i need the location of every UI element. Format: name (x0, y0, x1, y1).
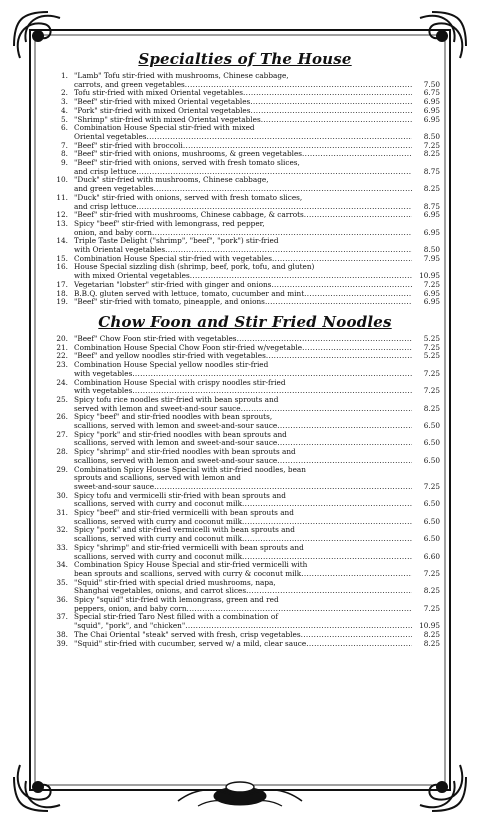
item-price: 8.25 (423, 638, 440, 648)
description-text: "Beef" stir-fried with onions, served with fresh tomato slices, (74, 158, 300, 168)
menu-item (50, 509, 440, 526)
description-text: Spicy "pork" and stir-fried noodles with bean sprouts and (74, 429, 287, 439)
dot-leader (302, 344, 412, 353)
item-price: 7.95 (423, 253, 440, 263)
menu-item (50, 640, 440, 649)
dot-leader (301, 570, 412, 579)
description-text: The Chai Oriental "steak" served with fresh, crisp vegetables (74, 629, 301, 639)
item-price: 8.50 (423, 131, 440, 141)
description-text: Spicy "pork" and stir-fried vermicelli with bean sprouts and (74, 525, 295, 535)
description-text: Combination House Special stir-fried with mixed (74, 123, 255, 133)
description-text: Combination House Special with crispy noodles stir-fried (74, 377, 286, 387)
description-text: "Beef" stir-fried with mushrooms, Chinese cabbage, & carrots (74, 210, 304, 220)
menu-item (50, 220, 440, 237)
description-text: Triple Taste Delight ("shrimp", "beef", "pork") stir-fried (74, 236, 279, 246)
menu-item (50, 298, 440, 307)
item-number: 30. (56, 490, 68, 500)
description-text: Combination House Special yellow noodles stir-fried (74, 360, 269, 370)
item-price: 7.25 (423, 140, 440, 150)
item-number: 18. (56, 288, 68, 298)
description-text: scallions, served with curry and coconut milk (74, 516, 243, 526)
menu-item (50, 396, 440, 413)
description-text: with mixed Oriental vegetables (74, 271, 190, 281)
item-number: 17. (56, 279, 68, 289)
menu-item (50, 72, 440, 89)
description-text: scallions, served with curry and coconut milk (74, 499, 243, 509)
item-number: 3. (61, 97, 68, 107)
item-number: 33. (56, 542, 68, 552)
item-price: 5.25 (423, 351, 440, 361)
item-number: 38. (56, 629, 68, 639)
item-number: 15. (56, 253, 68, 263)
item-price: 6.95 (423, 288, 440, 298)
item-price: 8.25 (423, 149, 440, 159)
item-description (74, 492, 412, 509)
item-price: 6.50 (423, 438, 440, 448)
menu-item (50, 466, 440, 492)
description-text: "Beef" Chow Foon stir-fried with vegetables (74, 333, 237, 343)
dot-leader (261, 116, 412, 125)
menu-item (50, 492, 440, 509)
item-description (74, 431, 412, 448)
item-number: 32. (56, 525, 68, 535)
dot-leader (306, 640, 412, 649)
menu-item (50, 596, 440, 613)
description-text: onion, and baby corn (74, 227, 152, 237)
item-number: 12. (56, 210, 68, 220)
dot-leader (301, 631, 412, 640)
item-number: 6. (61, 123, 68, 133)
flower-ornament-bottom-icon (178, 782, 302, 806)
item-number: 25. (56, 394, 68, 404)
description-text: served with lemon and sweet-and-sour sauce (74, 403, 241, 413)
dot-leader (265, 298, 412, 307)
item-description (74, 466, 412, 492)
description-text: "Lamb" Tofu stir-fried with mushrooms, Chinese cabbage, (74, 71, 289, 80)
description-text: Spicy tofu rice noodles stir-fried with bean sprouts and (74, 394, 279, 404)
description-text: Vegetarian "lobster" stir-fried with ginger and onions (74, 279, 272, 289)
description-text: "Beef" stir-fried with broccoli (74, 140, 183, 150)
description-text: carrots, and green vegetables (74, 79, 185, 89)
item-description (74, 613, 412, 630)
item-description (74, 361, 412, 378)
menu-content (50, 48, 440, 648)
description-line (74, 298, 412, 307)
item-description (74, 124, 412, 141)
item-price: 10.95 (419, 621, 440, 631)
item-price: 7.25 (423, 342, 440, 352)
item-number: 20. (56, 333, 68, 343)
description-text: Spicy "shrimp" and stir-fried vermicelli with bean sprouts and (74, 542, 304, 552)
dot-leader (251, 107, 413, 116)
item-number: 21. (56, 342, 68, 352)
item-price: 8.25 (423, 586, 440, 596)
item-description (74, 379, 412, 396)
menu-item (50, 613, 440, 630)
item-number: 11. (56, 192, 68, 202)
item-price: 6.50 (423, 534, 440, 544)
item-number: 19. (56, 297, 68, 307)
corner-flourish-bottom-right-icon (420, 765, 466, 811)
corner-flourish-bottom-left-icon (14, 765, 60, 811)
description-text: and green vegetables (74, 184, 154, 194)
item-number: 31. (56, 508, 68, 518)
item-price: 8.75 (423, 166, 440, 176)
description-line (74, 640, 412, 649)
item-price: 7.25 (423, 481, 440, 491)
description-text: peppers, onion, and baby corn (74, 603, 187, 613)
item-description (74, 72, 412, 89)
item-number: 8. (61, 149, 68, 159)
description-text: scallions, served with curry and coconut milk (74, 551, 243, 561)
menu-item (50, 237, 440, 254)
item-description (74, 579, 412, 596)
item-number: 28. (56, 447, 68, 457)
item-price: 6.60 (423, 551, 440, 561)
menu-item (50, 431, 440, 448)
description-text: "Duck" stir-fried with onions, served with fresh tomato slices, (74, 192, 303, 202)
item-description (74, 176, 412, 193)
description-text: and crisp lettuce (74, 166, 137, 176)
menu-item (50, 413, 440, 430)
description-text: scallions, served with lemon and sweet-and-sour sauce (74, 455, 278, 465)
dot-leader (304, 290, 412, 299)
item-number: 36. (56, 595, 68, 605)
item-number: 5. (61, 114, 68, 124)
item-description (74, 509, 412, 526)
item-description (74, 596, 412, 613)
item-price: 5.25 (423, 333, 440, 343)
menu-item (50, 579, 440, 596)
item-price: 7.25 (423, 603, 440, 613)
description-text: Spicy tofu and vermicelli stir-fried with bean sprouts and (74, 490, 286, 500)
item-price: 7.25 (423, 368, 440, 378)
description-text: Oriental vegetables (74, 131, 147, 141)
description-text: Spicy "beef" and stir-fried noodles with bean sprouts, (74, 412, 273, 422)
item-description (74, 263, 412, 280)
item-number: 2. (61, 88, 68, 98)
item-price: 6.50 (423, 499, 440, 509)
description-text: "Shrimp" stir-fried with mixed Oriental vegetables (74, 114, 261, 124)
description-text: "Beef" stir-fried with tomato, pineapple, and onions (74, 297, 265, 307)
dot-leader (250, 98, 412, 107)
menu-item (50, 361, 440, 378)
item-number: 37. (56, 612, 68, 622)
item-price: 6.95 (423, 227, 440, 237)
description-text: "Squid" stir-fried with special dried mushrooms, napa, (74, 577, 276, 587)
item-price: 6.50 (423, 516, 440, 526)
item-number: 14. (56, 236, 68, 246)
description-text: Combination House Special stir-fried with vegetables (74, 253, 272, 263)
description-text: with vegetables (74, 386, 133, 396)
dot-leader (277, 439, 412, 448)
item-price: 6.95 (423, 105, 440, 115)
dot-leader (266, 352, 412, 361)
menu-item (50, 526, 440, 543)
item-number: 22. (56, 351, 68, 361)
dot-leader (147, 133, 412, 142)
description-text: House Special sizzling dish (shrimp, beef, pork, tofu, and gluten) (74, 262, 315, 272)
dot-leader (243, 89, 412, 98)
section-specialties (50, 50, 440, 307)
description-text: Spicy "beef" and stir-fried vermicelli with bean sprouts and (74, 508, 294, 518)
description-text: Combination House Special Chow Foon stir-fried w/vegetable (74, 342, 303, 352)
item-price: 7.50 (423, 79, 440, 89)
item-description (74, 298, 412, 307)
item-description (74, 544, 412, 561)
menu-items-list (50, 72, 440, 307)
item-price: 6.95 (423, 97, 440, 107)
menu-items-list (50, 335, 440, 648)
item-number: 39. (56, 638, 68, 648)
item-price: 8.25 (423, 184, 440, 194)
description-text: scallions, served with lemon and sweet-and-sour sauce (74, 438, 278, 448)
description-text: Spicy "squid" stir-fried with lemongrass, green and red (74, 595, 279, 605)
menu-item (50, 159, 440, 176)
section-chow-foon (50, 313, 440, 648)
item-price: 6.75 (423, 88, 440, 98)
item-description (74, 159, 412, 176)
description-text: Special stir-fried Taro Nest filled with a combination of (74, 612, 279, 622)
item-price: 7.25 (423, 386, 440, 396)
item-price: 6.95 (423, 210, 440, 220)
description-text: with Oriental vegetables (74, 245, 166, 255)
item-number: 35. (56, 577, 68, 587)
item-price: 7.25 (423, 568, 440, 578)
description-text: "Squid" stir-fried with cucumber, served w/ a mild, clear sauce (74, 638, 307, 648)
description-text: scallions, served with lemon and sweet-and-sour sauce (74, 421, 278, 431)
item-number: 1. (61, 71, 68, 80)
item-number: 16. (56, 262, 68, 272)
description-text: sweet-and-sour sauce (74, 481, 155, 491)
description-text: Combination Spicy House Special and stir-fried vermicelli with (74, 560, 308, 570)
item-description (74, 561, 412, 578)
description-text: Combination Spicy House Special with stir-fried noodles, bean (74, 464, 306, 474)
menu-item (50, 544, 440, 561)
item-price: 6.50 (423, 455, 440, 465)
description-text: with vegetables (74, 368, 133, 378)
item-price: 7.25 (423, 279, 440, 289)
description-text: B.B.Q. gluten served with lettuce, tomato, cucumber and mint (74, 288, 305, 298)
item-price: 6.95 (423, 114, 440, 124)
menu-item (50, 561, 440, 578)
menu-item (50, 379, 440, 396)
item-number: 23. (56, 360, 68, 370)
item-number: 13. (56, 218, 68, 228)
menu-item (50, 263, 440, 280)
section-title: Chow Foon and Stir Fried Noodles (98, 312, 392, 331)
description-text: Spicy "beef" stir-fried with lemongrass, red pepper, (74, 218, 265, 228)
item-price: 8.25 (423, 629, 440, 639)
item-description (74, 448, 412, 465)
description-text: "Beef" and yellow noodles stir-fried with vegetables (74, 351, 266, 361)
description-text: "Beef" stir-fried with mixed Oriental vegetables (74, 97, 251, 107)
item-description (74, 237, 412, 254)
item-number: 9. (61, 158, 68, 168)
item-number: 34. (56, 560, 68, 570)
item-number: 27. (56, 429, 68, 439)
menu-item (50, 176, 440, 193)
section-title: Specialties of The House (138, 50, 352, 68)
menu-item (50, 124, 440, 141)
item-number: 29. (56, 464, 68, 474)
description-text: scallions, served with curry and coconut milk (74, 534, 243, 544)
item-description (74, 396, 412, 413)
description-text: "Beef" stir-fried with onions, mushrooms, & green vegetables (74, 149, 303, 159)
item-description (74, 413, 412, 430)
item-description (74, 220, 412, 237)
item-description (74, 640, 412, 649)
item-price: 6.95 (423, 297, 440, 307)
item-price: 6.50 (423, 421, 440, 431)
item-price: 10.95 (419, 271, 440, 281)
dot-leader (277, 422, 412, 431)
menu-item (50, 194, 440, 211)
dot-leader (304, 211, 412, 220)
item-number: 26. (56, 412, 68, 422)
description-text: Spicy "shrimp" and stir-fried noodles with bean sprouts and (74, 447, 296, 457)
description-text: and crisp lettuce (74, 201, 137, 211)
dot-leader (302, 150, 412, 159)
item-number: 10. (56, 175, 68, 185)
item-description (74, 526, 412, 543)
item-description (74, 194, 412, 211)
item-price: 8.25 (423, 403, 440, 413)
item-number: 24. (56, 377, 68, 387)
description-text: "Duck" stir-fried with mushrooms, Chinese cabbage, (74, 175, 269, 185)
description-text: bean sprouts and scallions, served with curry & coconut milk (74, 568, 302, 578)
description-text: Tofu stir-fried with mixed Oriental vegetables (74, 88, 243, 98)
description-text: Shanghai vegetables, onions, and carrot slices (74, 586, 247, 596)
description-text: "Pork" stir-fried with mixed Oriental vegetables (74, 105, 251, 115)
item-number: 7. (61, 140, 68, 150)
description-text: "squid", "pork", and "chicken" (74, 621, 186, 631)
item-price: 8.50 (423, 245, 440, 255)
menu-item (50, 448, 440, 465)
item-number: 4. (61, 105, 68, 115)
description-text: sprouts and scallions, served with lemon and (74, 473, 241, 483)
item-price: 8.75 (423, 201, 440, 211)
